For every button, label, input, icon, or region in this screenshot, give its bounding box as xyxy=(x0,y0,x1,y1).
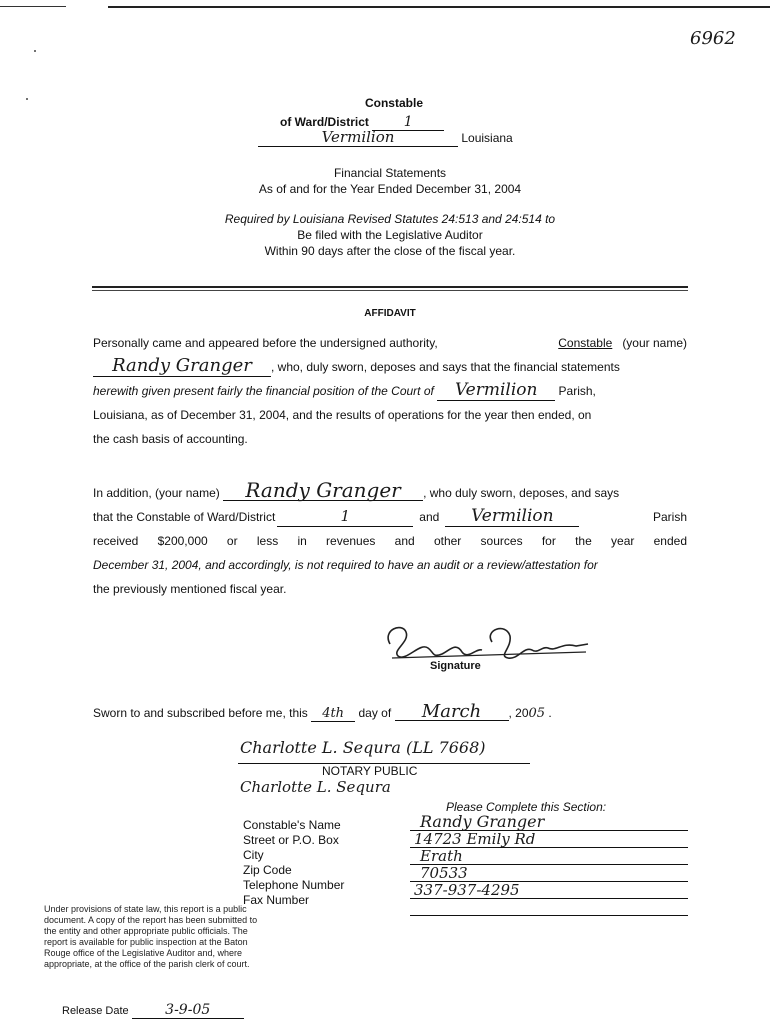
affidavit-paragraph-2 xyxy=(93,480,687,601)
required-line-1: Required by Louisiana Revised Statutes 24:513 and 24:514 to xyxy=(224,212,556,226)
note-line: appropriate, at the office of the parish clerk of court. xyxy=(44,959,250,969)
p2-text: received $200,000 or less in revenues and other sources for the year ended xyxy=(93,534,687,548)
p2-text: the previously mentioned fiscal year. xyxy=(93,582,287,596)
value-street: 14723 Emily Rd xyxy=(410,831,688,848)
label-telephone: Telephone Number xyxy=(243,878,345,892)
ward-handwritten: 1 xyxy=(277,506,413,527)
p2-text: , who duly sworn, deposes, and says xyxy=(423,486,620,500)
label-constable-name: Constable's Name xyxy=(243,818,341,832)
contact-labels xyxy=(243,818,344,908)
required-line-3: Within 90 days after the close of the fiscal year. xyxy=(264,244,516,258)
constable-label: Constable xyxy=(558,336,613,350)
constable-name-handwritten: Randy Granger xyxy=(223,480,423,501)
p2-text: that the Constable of Ward/District xyxy=(93,510,276,524)
state-label: Louisiana xyxy=(461,131,513,145)
label-street: Street or P.O. Box xyxy=(243,833,339,847)
note-line: Under provisions of state law, this report is a public xyxy=(44,904,247,914)
notary-signature-handwritten: Charlotte L. Sequra (LL 7668) xyxy=(240,738,486,757)
constable-name-handwritten: Randy Granger xyxy=(93,356,271,377)
divider xyxy=(92,286,688,288)
sworn-text: day of xyxy=(358,706,392,720)
note-line: Rouge office of the Legislative Auditor and, where xyxy=(44,948,242,958)
release-date-line xyxy=(62,1002,244,1019)
note-line: report is available for public inspection at the Baton xyxy=(44,937,248,947)
affidavit-paragraph-1 xyxy=(93,331,687,451)
value-fax xyxy=(410,899,688,916)
scan-speck xyxy=(34,50,36,52)
label-city: City xyxy=(243,848,264,862)
ward-value: 1 xyxy=(372,114,444,131)
p1-text: Personally came and appeared before the undersigned authority, xyxy=(93,336,438,350)
parish-line xyxy=(258,128,513,147)
value-zip: 70533 xyxy=(410,865,688,882)
notary-printed-name-handwritten: Charlotte L. Sequra xyxy=(240,778,391,796)
note-line: document. A copy of the report has been submitted to xyxy=(44,915,258,925)
label-zip: Zip Code xyxy=(243,863,292,877)
year-handwritten: 05 xyxy=(528,706,546,721)
p1-text: the cash basis of accounting. xyxy=(93,432,248,446)
p1-text: Parish, xyxy=(558,384,596,398)
header-title: Constable xyxy=(364,96,423,110)
statement-title: Financial Statements xyxy=(333,166,447,180)
scan-speck xyxy=(26,98,28,100)
handwritten-signature xyxy=(372,612,592,672)
p2-text: In addition, (your name) xyxy=(93,486,220,500)
court-parish-handwritten: Vermilion xyxy=(437,380,555,401)
p1-text: , who, duly sworn, deposes and says that the financial statements xyxy=(271,360,620,374)
value-city: Erath xyxy=(410,848,688,865)
month-handwritten: March xyxy=(395,704,509,721)
notary-label: NOTARY PUBLIC xyxy=(322,764,418,778)
release-date-handwritten: 3-9-05 xyxy=(132,1002,244,1019)
p2-text: and xyxy=(419,510,440,524)
sworn-line: Sworn to and subscribed before me, this 4th day of March , 2005 . xyxy=(93,701,552,722)
value-telephone: 337-937-4295 xyxy=(410,882,688,899)
required-line-2: Be filed with the Legislative Auditor xyxy=(297,228,483,242)
sworn-text: , 20 xyxy=(508,706,529,720)
p1-text: Louisiana, as of December 31, 2004, and the results of operations for the year then ended, on xyxy=(93,408,592,422)
label-fax: Fax Number xyxy=(243,893,310,907)
p1-text: herewith given present fairly the financial position of the Court of xyxy=(93,384,434,398)
release-date-label: Release Date xyxy=(62,1005,129,1017)
contact-section-title: Please Complete this Section: xyxy=(446,800,607,814)
ward-label: of Ward/District xyxy=(280,115,369,129)
statement-period: As of and for the Year Ended December 31, 2004 xyxy=(258,182,522,196)
note-line: the entity and other appropriate public officials. The xyxy=(44,926,248,936)
your-name-label: (your name) xyxy=(622,336,687,350)
p2-text: December 31, 2004, and accordingly, is not required to have an audit or a review/attestation for xyxy=(93,558,598,572)
parish-handwritten: Vermilion xyxy=(445,506,579,527)
contact-values xyxy=(410,814,688,916)
signature-label: Signature xyxy=(430,660,481,672)
handwritten-page-number: 6962 xyxy=(690,28,736,49)
sworn-text: Sworn to and subscribed before me, this xyxy=(93,706,308,720)
day-handwritten: 4th xyxy=(311,706,355,722)
parish-value: Vermilion xyxy=(258,128,458,147)
value-constable-name: Randy Granger xyxy=(410,814,688,831)
scan-edge-line xyxy=(0,6,66,7)
divider xyxy=(92,290,688,291)
scan-edge-line xyxy=(108,6,770,8)
p2-text: Parish xyxy=(652,510,687,524)
public-record-note xyxy=(44,904,314,970)
affidavit-heading: AFFIDAVIT xyxy=(364,308,416,319)
